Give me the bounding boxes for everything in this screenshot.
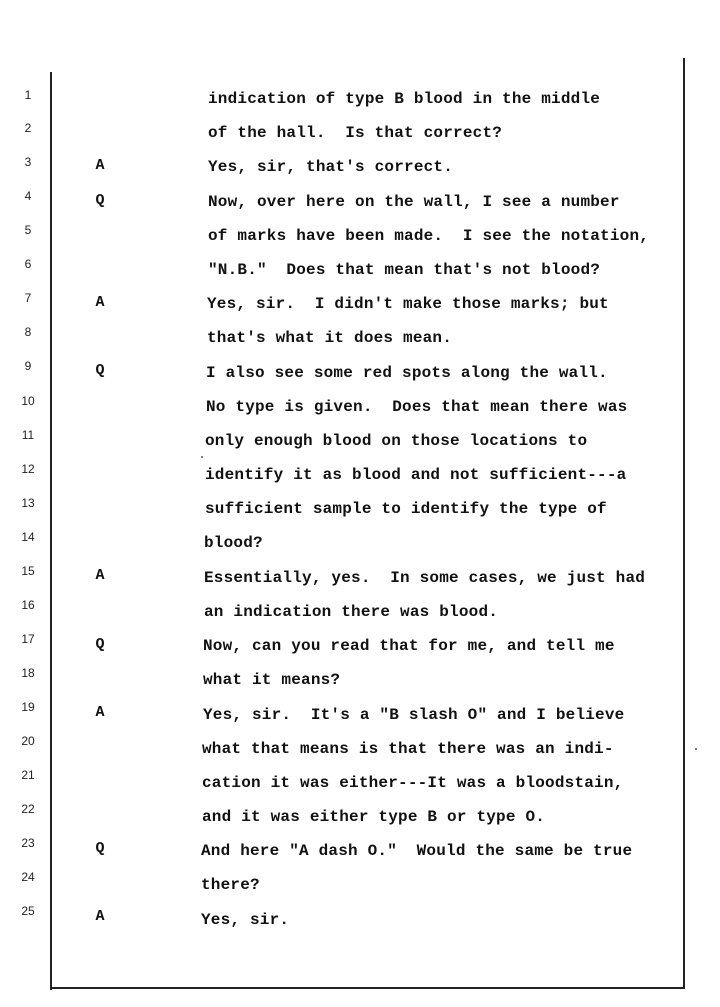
speaker-marker: A xyxy=(95,294,105,311)
transcript-line: I also see some red spots along the wall. xyxy=(206,364,608,382)
transcript-line: Yes, sir. I didn't make those marks; but xyxy=(207,295,609,313)
transcript-line: Now, can you read that for me, and tell me xyxy=(203,637,615,655)
transcript-line: Yes, sir, that's correct. xyxy=(208,158,454,176)
line-number: 10 xyxy=(21,394,35,408)
line-number: 5 xyxy=(24,223,32,237)
line-number: 4 xyxy=(24,189,32,203)
transcript-line: blood? xyxy=(204,534,263,552)
transcript-line: of marks have been made. I see the notation, xyxy=(208,227,650,245)
scan-speck xyxy=(201,456,203,458)
speaker-marker: Q xyxy=(95,192,105,209)
line-number: 2 xyxy=(24,121,32,135)
speaker-marker: Q xyxy=(95,840,105,857)
line-number: 24 xyxy=(21,870,35,884)
left-margin-rule xyxy=(50,72,52,990)
transcript-line: Essentially, yes. In some cases, we just had xyxy=(204,569,646,587)
line-number: 13 xyxy=(21,496,35,510)
transcript-line: only enough blood on those locations to xyxy=(205,432,588,450)
speaker-marker: A xyxy=(95,704,105,721)
transcript-line: No type is given. Does that mean there was xyxy=(206,398,628,416)
transcript-line: what that means is that there was an indi- xyxy=(202,740,614,758)
line-number: 11 xyxy=(21,428,35,442)
transcript-line: and it was either type B or type O. xyxy=(202,808,546,826)
line-number: 25 xyxy=(21,904,35,918)
line-number: 15 xyxy=(21,564,35,578)
line-number: 12 xyxy=(21,462,35,476)
line-number: 20 xyxy=(21,734,35,748)
scan-speck xyxy=(695,748,697,750)
line-number: 22 xyxy=(21,802,35,816)
transcript-line: indication of type B blood in the middle xyxy=(208,90,601,108)
transcript-line: of the hall. Is that correct? xyxy=(208,124,503,142)
right-margin-rule xyxy=(683,58,685,988)
transcript-line: that's what it does mean. xyxy=(207,329,453,347)
transcript-line: And here "A dash O." Would the same be true xyxy=(201,842,633,860)
transcript-line: "N.B." Does that mean that's not blood? xyxy=(208,261,601,279)
transcript-line: sufficient sample to identify the type of xyxy=(205,500,607,518)
transcript-line: cation it was either---It was a bloodstain, xyxy=(202,774,624,792)
transcript-line: identify it as blood and not sufficient---a xyxy=(205,466,627,484)
line-number: 14 xyxy=(21,530,35,544)
bottom-rule xyxy=(50,987,685,989)
transcript-line: an indication there was blood. xyxy=(204,603,499,621)
transcript-line: Yes, sir. It's a "B slash O" and I believe xyxy=(203,706,625,724)
line-number: 16 xyxy=(21,598,35,612)
transcript-line: Yes, sir. xyxy=(201,911,290,929)
speaker-marker: A xyxy=(95,908,105,925)
transcript-line: what it means? xyxy=(203,671,341,689)
line-number: 7 xyxy=(24,291,32,305)
line-number: 3 xyxy=(24,155,32,169)
transcript-line: there? xyxy=(201,876,260,894)
line-number: 21 xyxy=(21,768,35,782)
speaker-marker: Q xyxy=(95,362,105,379)
speaker-marker: A xyxy=(95,157,105,174)
line-number: 19 xyxy=(21,700,35,714)
speaker-marker: Q xyxy=(95,636,105,653)
transcript-line: Now, over here on the wall, I see a number xyxy=(208,193,620,211)
line-number: 23 xyxy=(21,836,35,850)
line-number: 1 xyxy=(24,88,32,102)
speaker-marker: A xyxy=(95,567,105,584)
line-number: 8 xyxy=(24,325,32,339)
line-number: 18 xyxy=(21,666,35,680)
line-number: 6 xyxy=(24,257,32,271)
line-number: 17 xyxy=(21,632,35,646)
line-number: 9 xyxy=(24,359,32,373)
